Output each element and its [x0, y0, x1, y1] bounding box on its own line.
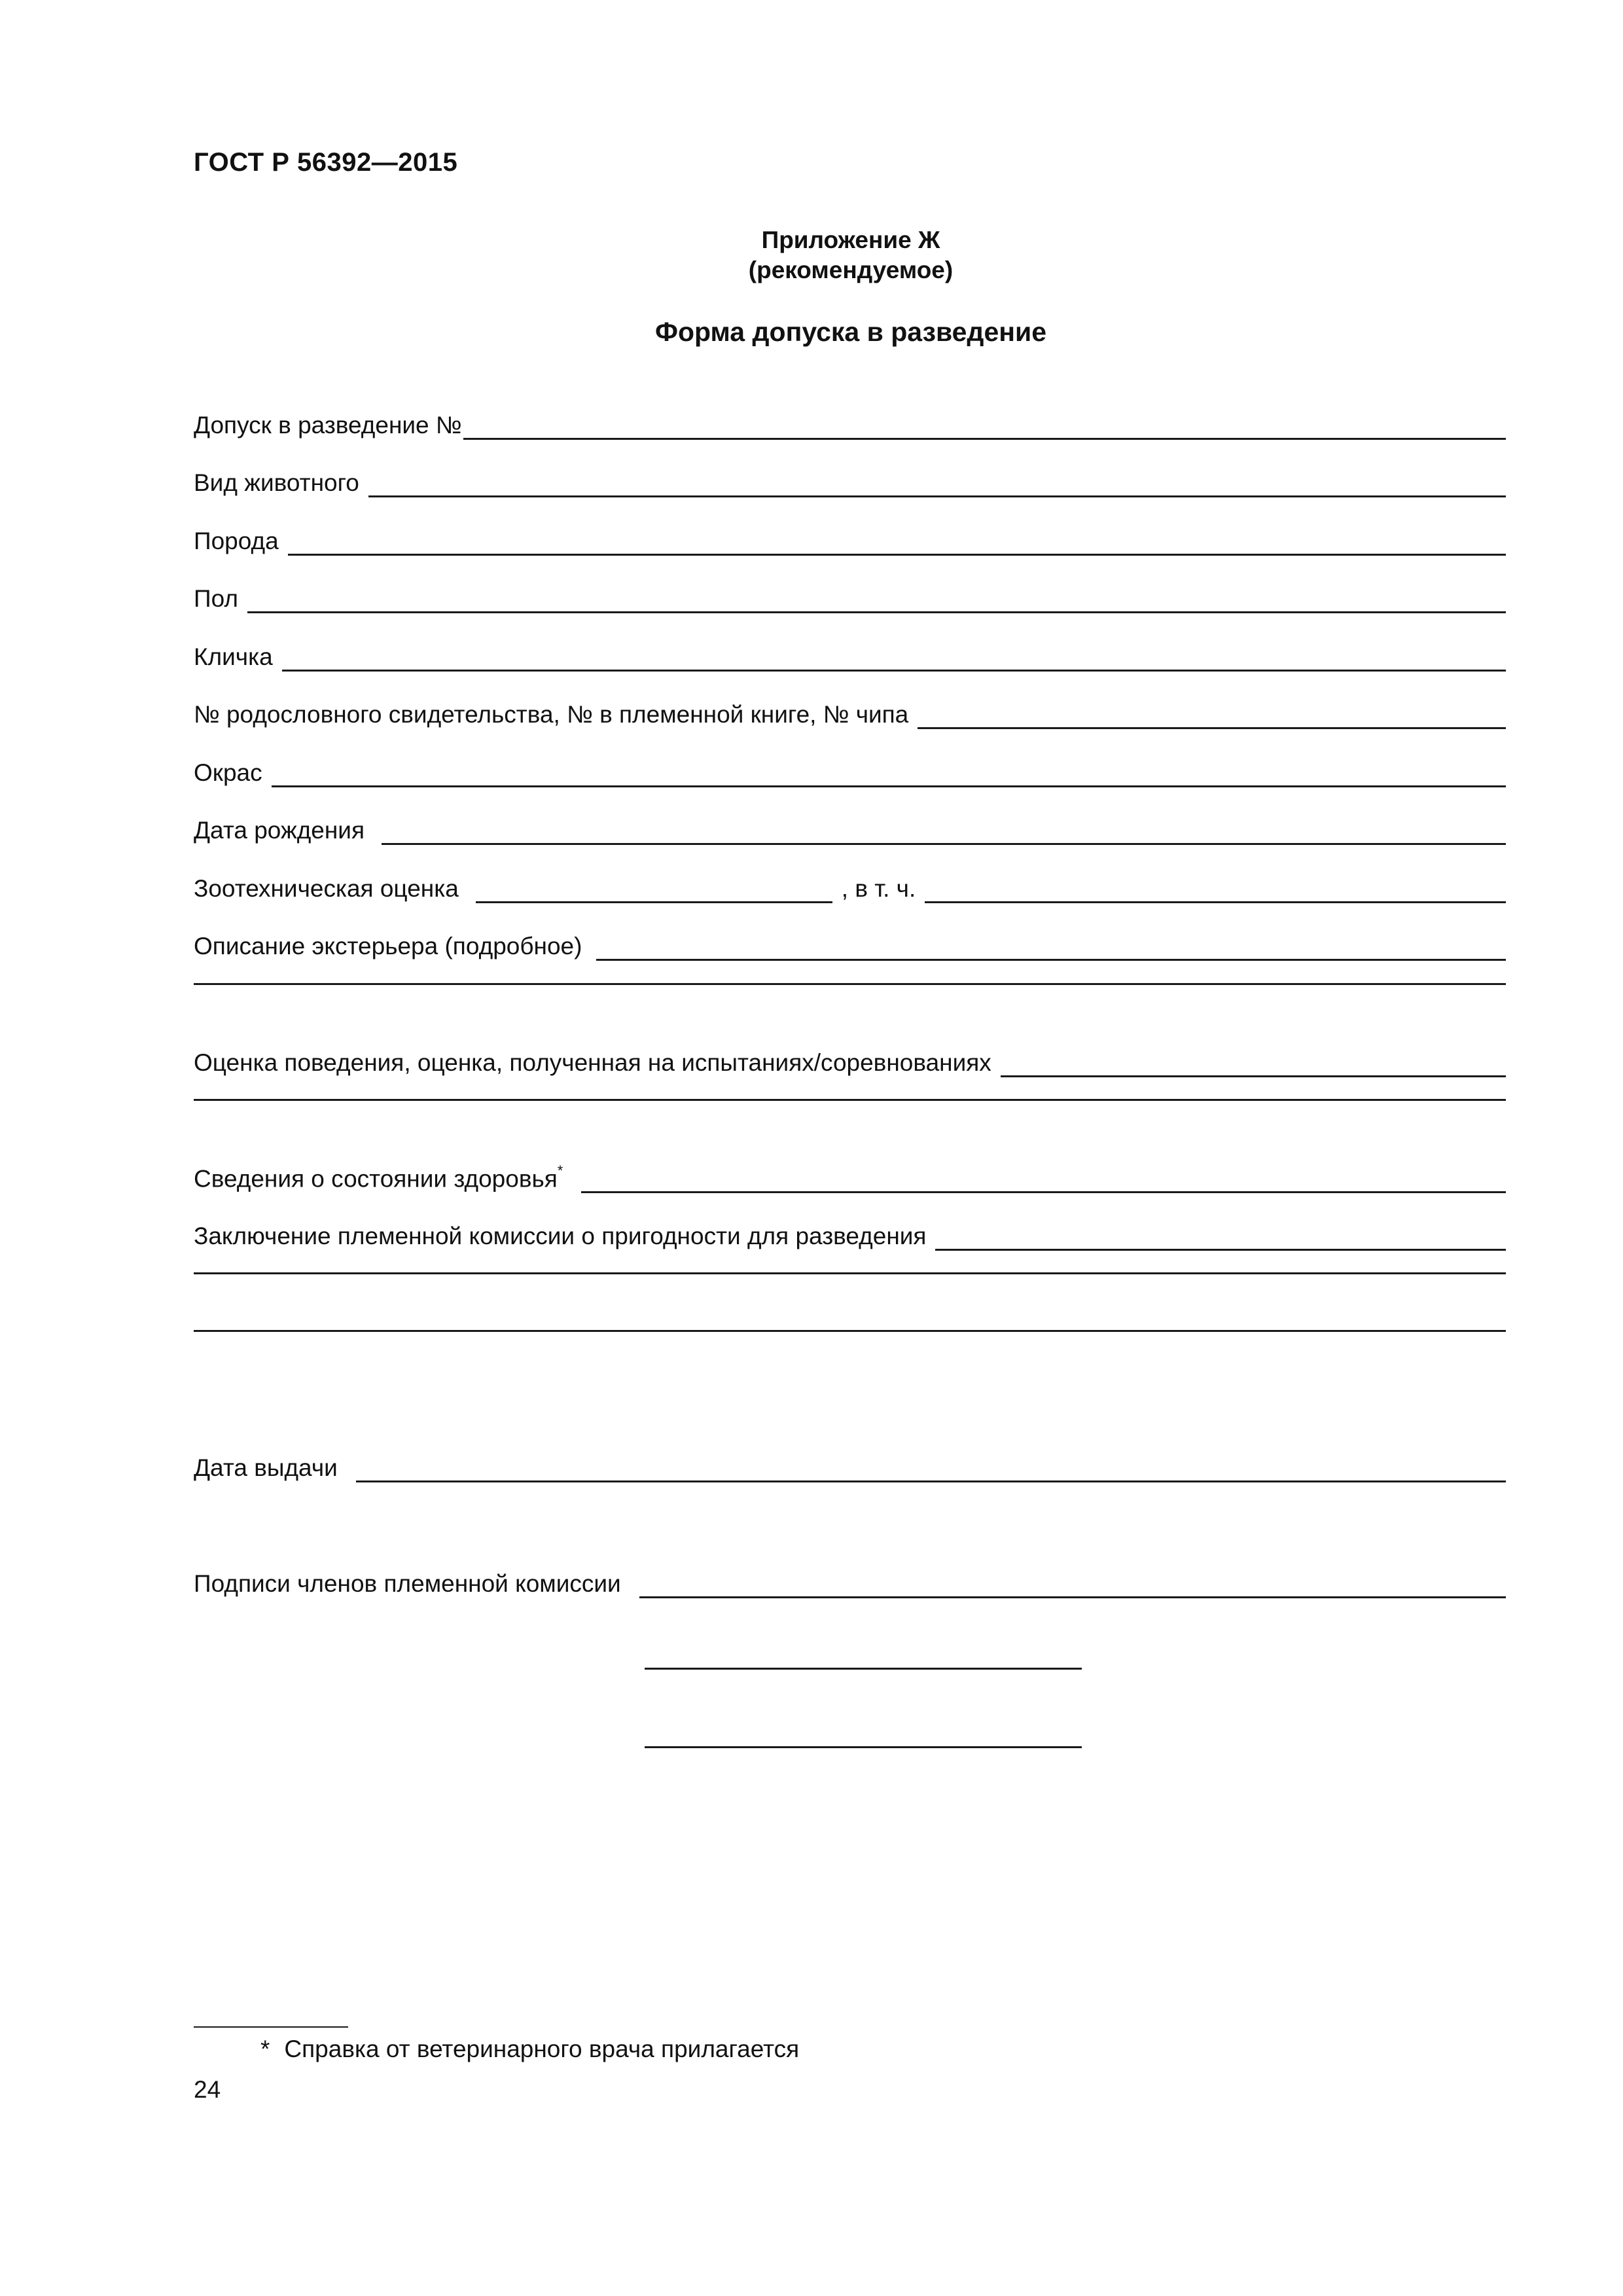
conclusion-row [194, 1217, 1506, 1251]
name-row [194, 637, 1506, 672]
color-field[interactable] [272, 757, 1506, 787]
health-footnote-mark: * [557, 1162, 563, 1179]
exterior-row [194, 927, 1506, 961]
footnote-separator [194, 2026, 348, 2028]
zootech-label: Зоотехническая оценка [194, 875, 459, 902]
signature-field-3[interactable] [645, 1746, 1082, 1748]
conclusion-label: Заключение племенной комиссии о пригодности для разведения [194, 1223, 927, 1249]
health-label [194, 1160, 563, 1193]
permit-number-label: Допуск в разведение № [194, 412, 462, 439]
footnote-text: Справка от ветеринарного врача прилагается [284, 2036, 800, 2062]
color-row [194, 753, 1506, 787]
signatures-row [194, 1564, 1506, 1598]
issue-date-row [194, 1448, 1506, 1482]
annex-title: Приложение Ж [761, 226, 940, 253]
exterior-label: Описание экстерьера (подробное) [194, 933, 582, 960]
permit-number-row [194, 406, 1506, 440]
conclusion-field[interactable] [935, 1220, 1506, 1251]
conclusion-extra-line-2[interactable] [194, 1330, 1506, 1332]
signature-field-1[interactable] [639, 1568, 1506, 1598]
pedigree-field[interactable] [918, 698, 1506, 729]
page-number: 24 [194, 2076, 221, 2103]
name-label: Кличка [194, 643, 273, 670]
exterior-extra-line[interactable] [194, 983, 1506, 985]
zootech-including-label: , в т. ч. [841, 875, 916, 902]
name-field[interactable] [282, 641, 1506, 672]
permit-number-field[interactable] [463, 409, 1506, 440]
birth-date-label: Дата рождения [194, 817, 365, 844]
health-row [194, 1159, 1506, 1193]
health-field[interactable] [581, 1162, 1506, 1193]
breed-label: Порода [194, 528, 279, 554]
exterior-field[interactable] [596, 930, 1506, 961]
zootech-including-field[interactable] [925, 872, 1506, 903]
pedigree-row [194, 695, 1506, 729]
breed-field[interactable] [288, 525, 1506, 556]
footnote-mark: * [260, 2036, 270, 2062]
issue-date-label: Дата выдачи [194, 1454, 338, 1481]
standard-designation: ГОСТ Р 56392—2015 [194, 148, 458, 177]
sex-field[interactable] [247, 583, 1506, 613]
sex-label: Пол [194, 585, 238, 612]
animal-type-row [194, 463, 1506, 497]
signatures-label: Подписи членов племенной комиссии [194, 1570, 621, 1597]
behavior-label: Оценка поведения, оценка, полученная на испытаниях/соревнованиях [194, 1049, 991, 1076]
pedigree-label: № родословного свидетельства, № в племенной книге, № чипа [194, 701, 909, 728]
annex-status: (рекомендуемое) [748, 257, 954, 283]
animal-type-field[interactable] [368, 467, 1506, 497]
form-title: Форма допуска в разведение [654, 317, 1047, 347]
behavior-row [194, 1043, 1506, 1077]
health-label-text: Сведения о состоянии здоровья [194, 1165, 558, 1192]
footnote [260, 2036, 799, 2063]
issue-date-field[interactable] [356, 1452, 1506, 1482]
birth-date-row [194, 811, 1506, 845]
color-label: Окрас [194, 759, 262, 786]
behavior-extra-line[interactable] [194, 1099, 1506, 1101]
sex-row [194, 579, 1506, 613]
conclusion-extra-line-1[interactable] [194, 1272, 1506, 1274]
behavior-field[interactable] [1001, 1047, 1506, 1077]
breed-row [194, 522, 1506, 556]
zootech-score-field[interactable] [476, 872, 832, 903]
animal-type-label: Вид животного [194, 469, 359, 496]
signature-field-2[interactable] [645, 1668, 1082, 1670]
zootech-row [194, 869, 1506, 903]
birth-date-field[interactable] [382, 814, 1506, 845]
